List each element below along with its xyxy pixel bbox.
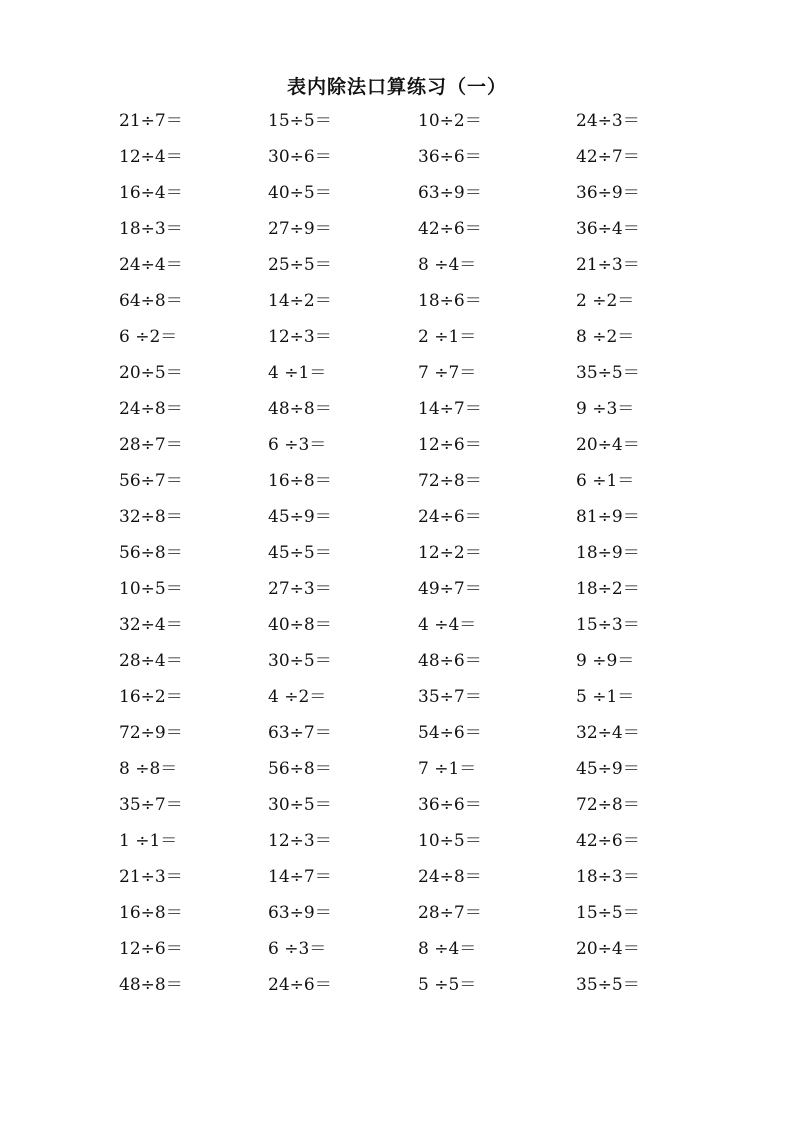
division-problem: 1 ÷1＝ [119, 831, 178, 851]
problem-row [0, 253, 794, 289]
division-problem: 27÷3＝ [268, 579, 332, 599]
division-problem: 6 ÷2＝ [119, 327, 178, 347]
division-problem: 2 ÷1＝ [418, 327, 477, 347]
division-problem: 21÷3＝ [576, 255, 640, 275]
division-problem: 45÷5＝ [268, 543, 332, 563]
division-problem: 28÷7＝ [418, 903, 482, 923]
problem-row [0, 937, 794, 973]
division-problem: 15÷3＝ [576, 615, 640, 635]
division-problem: 42÷6＝ [576, 831, 640, 851]
problem-row [0, 577, 794, 613]
problem-row [0, 325, 794, 361]
division-problem: 10÷5＝ [119, 579, 183, 599]
division-problem: 12÷3＝ [268, 831, 332, 851]
division-problem: 2 ÷2＝ [576, 291, 635, 311]
division-problem: 18÷3＝ [119, 219, 183, 239]
division-problem: 24÷6＝ [268, 975, 332, 995]
problem-row [0, 109, 794, 145]
division-problem: 24÷3＝ [576, 111, 640, 131]
division-problem: 15÷5＝ [576, 903, 640, 923]
problem-row [0, 901, 794, 937]
division-problem: 42÷6＝ [418, 219, 482, 239]
division-problem: 35÷5＝ [576, 363, 640, 383]
problem-row [0, 793, 794, 829]
division-problem: 24÷6＝ [418, 507, 482, 527]
division-problem: 20÷4＝ [576, 939, 640, 959]
division-problem: 12÷4＝ [119, 147, 183, 167]
problem-row [0, 433, 794, 469]
division-problem: 7 ÷1＝ [418, 759, 477, 779]
division-problem: 8 ÷2＝ [576, 327, 635, 347]
division-problem: 9 ÷3＝ [576, 399, 635, 419]
division-problem: 14÷7＝ [418, 399, 482, 419]
division-problem: 36÷6＝ [418, 147, 482, 167]
division-problem: 24÷8＝ [418, 867, 482, 887]
division-problem: 36÷4＝ [576, 219, 640, 239]
division-problem: 63÷9＝ [268, 903, 332, 923]
division-problem: 42÷7＝ [576, 147, 640, 167]
division-problem: 16÷8＝ [268, 471, 332, 491]
division-problem: 6 ÷3＝ [268, 939, 327, 959]
division-problem: 20÷4＝ [576, 435, 640, 455]
division-problem: 5 ÷1＝ [576, 687, 635, 707]
problem-row [0, 721, 794, 757]
division-problem: 20÷5＝ [119, 363, 183, 383]
division-problem: 8 ÷4＝ [418, 255, 477, 275]
problem-row [0, 541, 794, 577]
problem-row [0, 145, 794, 181]
division-problem: 5 ÷5＝ [418, 975, 477, 995]
division-problem: 12÷6＝ [418, 435, 482, 455]
division-problem: 36÷9＝ [576, 183, 640, 203]
division-problem: 32÷8＝ [119, 507, 183, 527]
division-problem: 18÷3＝ [576, 867, 640, 887]
division-problem: 10÷2＝ [418, 111, 482, 131]
problem-row [0, 289, 794, 325]
division-problem: 24÷8＝ [119, 399, 183, 419]
division-problem: 40÷8＝ [268, 615, 332, 635]
division-problem: 18÷2＝ [576, 579, 640, 599]
division-problem: 12÷2＝ [418, 543, 482, 563]
division-problem: 14÷7＝ [268, 867, 332, 887]
division-problem: 4 ÷1＝ [268, 363, 327, 383]
division-problem: 40÷5＝ [268, 183, 332, 203]
division-problem: 24÷4＝ [119, 255, 183, 275]
division-problem: 28÷7＝ [119, 435, 183, 455]
division-problem: 8 ÷4＝ [418, 939, 477, 959]
division-problem: 48÷8＝ [119, 975, 183, 995]
division-problem: 72÷9＝ [119, 723, 183, 743]
problem-row [0, 757, 794, 793]
division-problem: 10÷5＝ [418, 831, 482, 851]
division-problem: 48÷6＝ [418, 651, 482, 671]
division-problem: 14÷2＝ [268, 291, 332, 311]
division-problem: 32÷4＝ [119, 615, 183, 635]
division-problem: 18÷9＝ [576, 543, 640, 563]
division-problem: 12÷6＝ [119, 939, 183, 959]
division-problem: 30÷5＝ [268, 795, 332, 815]
problem-row [0, 865, 794, 901]
division-problem: 4 ÷4＝ [418, 615, 477, 635]
problem-row [0, 361, 794, 397]
problem-row [0, 181, 794, 217]
problem-row [0, 397, 794, 433]
problem-row [0, 829, 794, 865]
division-problem: 21÷3＝ [119, 867, 183, 887]
problem-row [0, 685, 794, 721]
problem-row [0, 973, 794, 1009]
division-problem: 4 ÷2＝ [268, 687, 327, 707]
division-problem: 25÷5＝ [268, 255, 332, 275]
division-problem: 8 ÷8＝ [119, 759, 178, 779]
division-problem: 27÷9＝ [268, 219, 332, 239]
division-problem: 35÷7＝ [418, 687, 482, 707]
division-problem: 30÷5＝ [268, 651, 332, 671]
division-problem: 36÷6＝ [418, 795, 482, 815]
division-problem: 56÷7＝ [119, 471, 183, 491]
problem-row [0, 505, 794, 541]
problem-row [0, 649, 794, 685]
division-problem: 63÷7＝ [268, 723, 332, 743]
division-problem: 72÷8＝ [576, 795, 640, 815]
division-problem: 18÷6＝ [418, 291, 482, 311]
division-problem: 21÷7＝ [119, 111, 183, 131]
division-problem: 7 ÷7＝ [418, 363, 477, 383]
division-problem: 63÷9＝ [418, 183, 482, 203]
division-problem: 35÷5＝ [576, 975, 640, 995]
division-problem: 16÷2＝ [119, 687, 183, 707]
problem-row [0, 217, 794, 253]
problem-row [0, 613, 794, 649]
division-problem: 32÷4＝ [576, 723, 640, 743]
division-problem: 45÷9＝ [268, 507, 332, 527]
division-problem: 28÷4＝ [119, 651, 183, 671]
division-problem: 45÷9＝ [576, 759, 640, 779]
division-problem: 15÷5＝ [268, 111, 332, 131]
division-problem: 6 ÷1＝ [576, 471, 635, 491]
page-title: 表内除法口算练习（一） [286, 76, 507, 98]
division-problem: 30÷6＝ [268, 147, 332, 167]
division-problem: 81÷9＝ [576, 507, 640, 527]
problem-grid [0, 109, 794, 1009]
division-problem: 6 ÷3＝ [268, 435, 327, 455]
division-problem: 9 ÷9＝ [576, 651, 635, 671]
division-problem: 48÷8＝ [268, 399, 332, 419]
division-problem: 35÷7＝ [119, 795, 183, 815]
division-problem: 54÷6＝ [418, 723, 482, 743]
division-problem: 72÷8＝ [418, 471, 482, 491]
division-problem: 12÷3＝ [268, 327, 332, 347]
problem-row [0, 469, 794, 505]
division-problem: 56÷8＝ [268, 759, 332, 779]
division-problem: 64÷8＝ [119, 291, 183, 311]
division-problem: 49÷7＝ [418, 579, 482, 599]
division-problem: 16÷4＝ [119, 183, 183, 203]
division-problem: 56÷8＝ [119, 543, 183, 563]
division-problem: 16÷8＝ [119, 903, 183, 923]
